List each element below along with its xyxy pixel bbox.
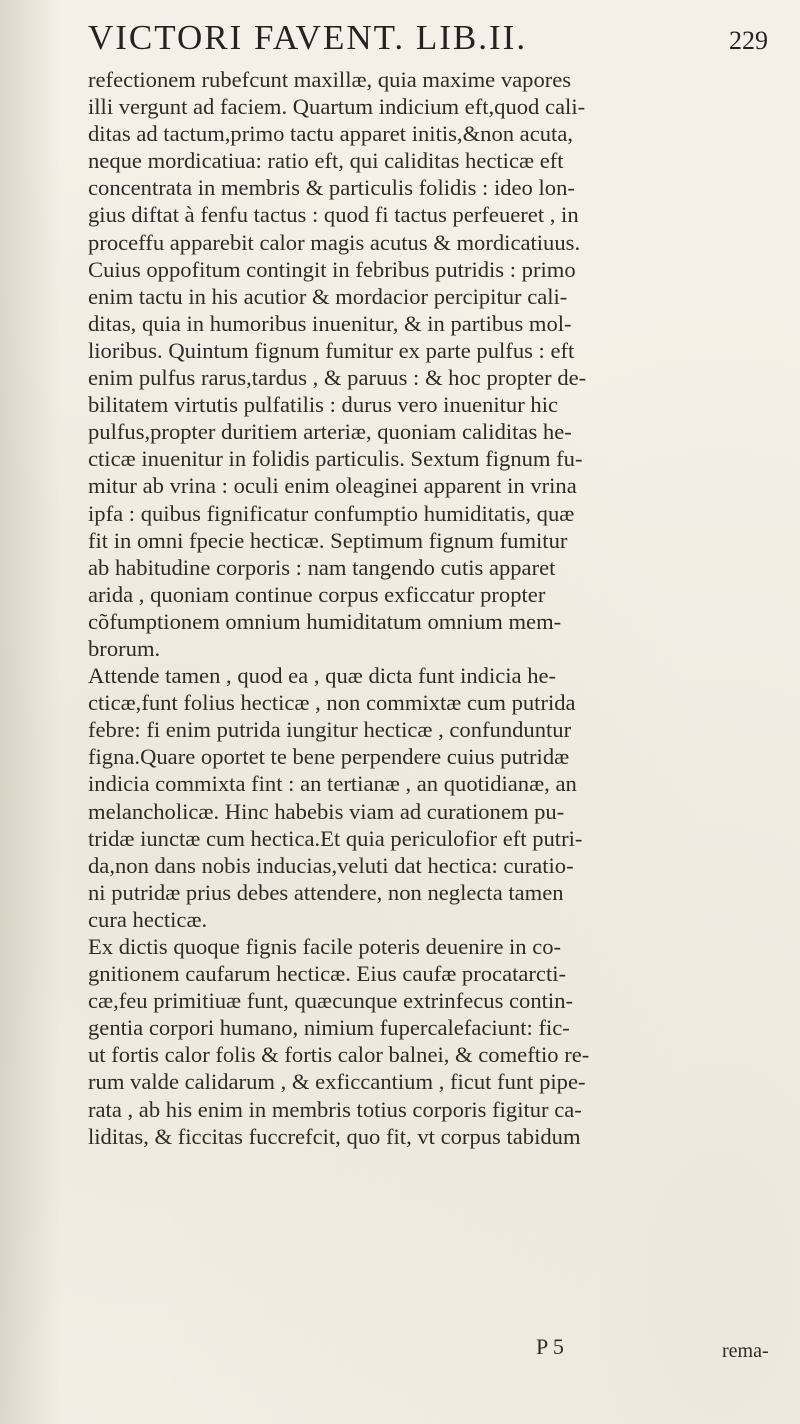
- text-line: cticæ inuenitur in folidis particulis. Sextum fignum fu-: [88, 446, 583, 472]
- text-line: bilitatem virtutis pulfatilis : durus vero inuenitur hic: [88, 392, 559, 418]
- text-line: mitur ab vrina : oculi enim oleaginei apparent in vrina: [88, 473, 577, 499]
- text-line: gnitionem caufarum hecticæ. Eius caufæ procatarcti-: [88, 961, 567, 987]
- text-line: melancholicæ. Hinc habebis viam ad curationem pu-: [88, 798, 565, 824]
- text-line: neque mordicatiua: ratio eft, qui caliditas hecticæ eft: [88, 148, 564, 174]
- text-line: indicia commixta fint : an tertianæ , an quotidianæ, an: [88, 771, 577, 797]
- text-line: gentia corpori humano, nimium fupercalefaciunt: fic-: [88, 1015, 570, 1041]
- text-line: figna.Quare oportet te bene perpendere cuius putridæ: [88, 744, 570, 770]
- text-line: fit in omni fpecie hecticæ. Septimum fignum fumitur: [88, 527, 568, 553]
- catchword: rema-: [722, 1340, 769, 1362]
- text-line: enim tactu in his acutior & mordacior percipitur cali-: [88, 283, 568, 309]
- text-line: lioribus. Quintum fignum fumitur ex parte pulfus : eft: [88, 337, 575, 363]
- text-line: rum valde calidarum , & exficcantium , ficut funt pipe-: [88, 1069, 586, 1095]
- text-line: Attende tamen , quod ea , quæ dicta funt indicia he-: [88, 663, 557, 689]
- text-line: tridæ iunctæ cum hectica.Et quia periculofior eft putri-: [88, 825, 583, 851]
- text-line: refectionem rubefcunt maxillæ, quia maxime vapores: [88, 67, 572, 92]
- page-header: [88, 8, 768, 68]
- running-head: VICTORI FAVENT. LIB.II.: [88, 18, 528, 57]
- text-line: Ex dictis quoque fignis facile poteris deuenire in co-: [88, 934, 562, 959]
- page-number: 229: [729, 26, 768, 55]
- text-line: rata , ab his enim in membris totius corporis figitur ca-: [88, 1096, 582, 1122]
- signature-mark: P 5: [536, 1334, 564, 1359]
- text-line: ni putridæ prius debes attendere, non neglecta tamen: [88, 879, 564, 905]
- text-line: cõfumptionem omnium humiditatum omnium mem-: [88, 608, 562, 634]
- text-line: gius diftat à fenfu tactus : quod fi tactus perfeueret , in: [88, 202, 579, 228]
- text-line: Cuius oppofitum contingit in febribus putridis : primo: [88, 256, 576, 282]
- text-line: cura hecticæ.: [88, 906, 208, 932]
- body-text: [88, 66, 778, 1150]
- page-footer: [0, 1334, 800, 1374]
- text-line: liditas, & ficcitas fuccrefcit, quo fit, vt corpus tabidum: [88, 1123, 581, 1149]
- text-line: enim pulfus rarus,tardus , & paruus : & hoc propter de-: [88, 365, 587, 391]
- binding-shadow: [0, 0, 60, 1424]
- text-line: cæ,feu primitiuæ funt, quæcunque extrinfecus contin-: [88, 988, 574, 1014]
- text-line: da,non dans nobis inducias,veluti dat hectica: curatio-: [88, 852, 574, 878]
- text-line: concentrata in membris & particulis folidis : ideo lon-: [88, 175, 575, 201]
- text-line: brorum.: [88, 635, 161, 661]
- text-line: pulfus,propter duritiem arteriæ, quoniam caliditas he-: [88, 419, 572, 445]
- text-line: febre: fi enim putrida iungitur hecticæ , confunduntur: [88, 717, 572, 743]
- text-line: ditas ad tactum,primo tactu apparet initis,&non acuta,: [88, 121, 573, 147]
- text-line: ut fortis calor folis & fortis calor balnei, & comeftio re-: [88, 1042, 590, 1068]
- text-line: ipfa : quibus fignificatur confumptio humiditatis, quæ: [88, 500, 575, 526]
- text-line: proceffu apparebit calor magis acutus & mordicatiuus.: [88, 229, 581, 255]
- text-line: arida , quoniam continue corpus exficcatur propter: [88, 581, 546, 607]
- text-line: ditas, quia in humoribus inuenitur, & in partibus mol-: [88, 310, 572, 336]
- text-line: illi vergunt ad faciem. Quartum indicium eft,quod cali-: [88, 94, 586, 120]
- text-line: cticæ,funt folius hecticæ , non commixtæ cum putrida: [88, 690, 576, 716]
- text-line: ab habitudine corporis : nam tangendo cutis apparet: [88, 554, 556, 580]
